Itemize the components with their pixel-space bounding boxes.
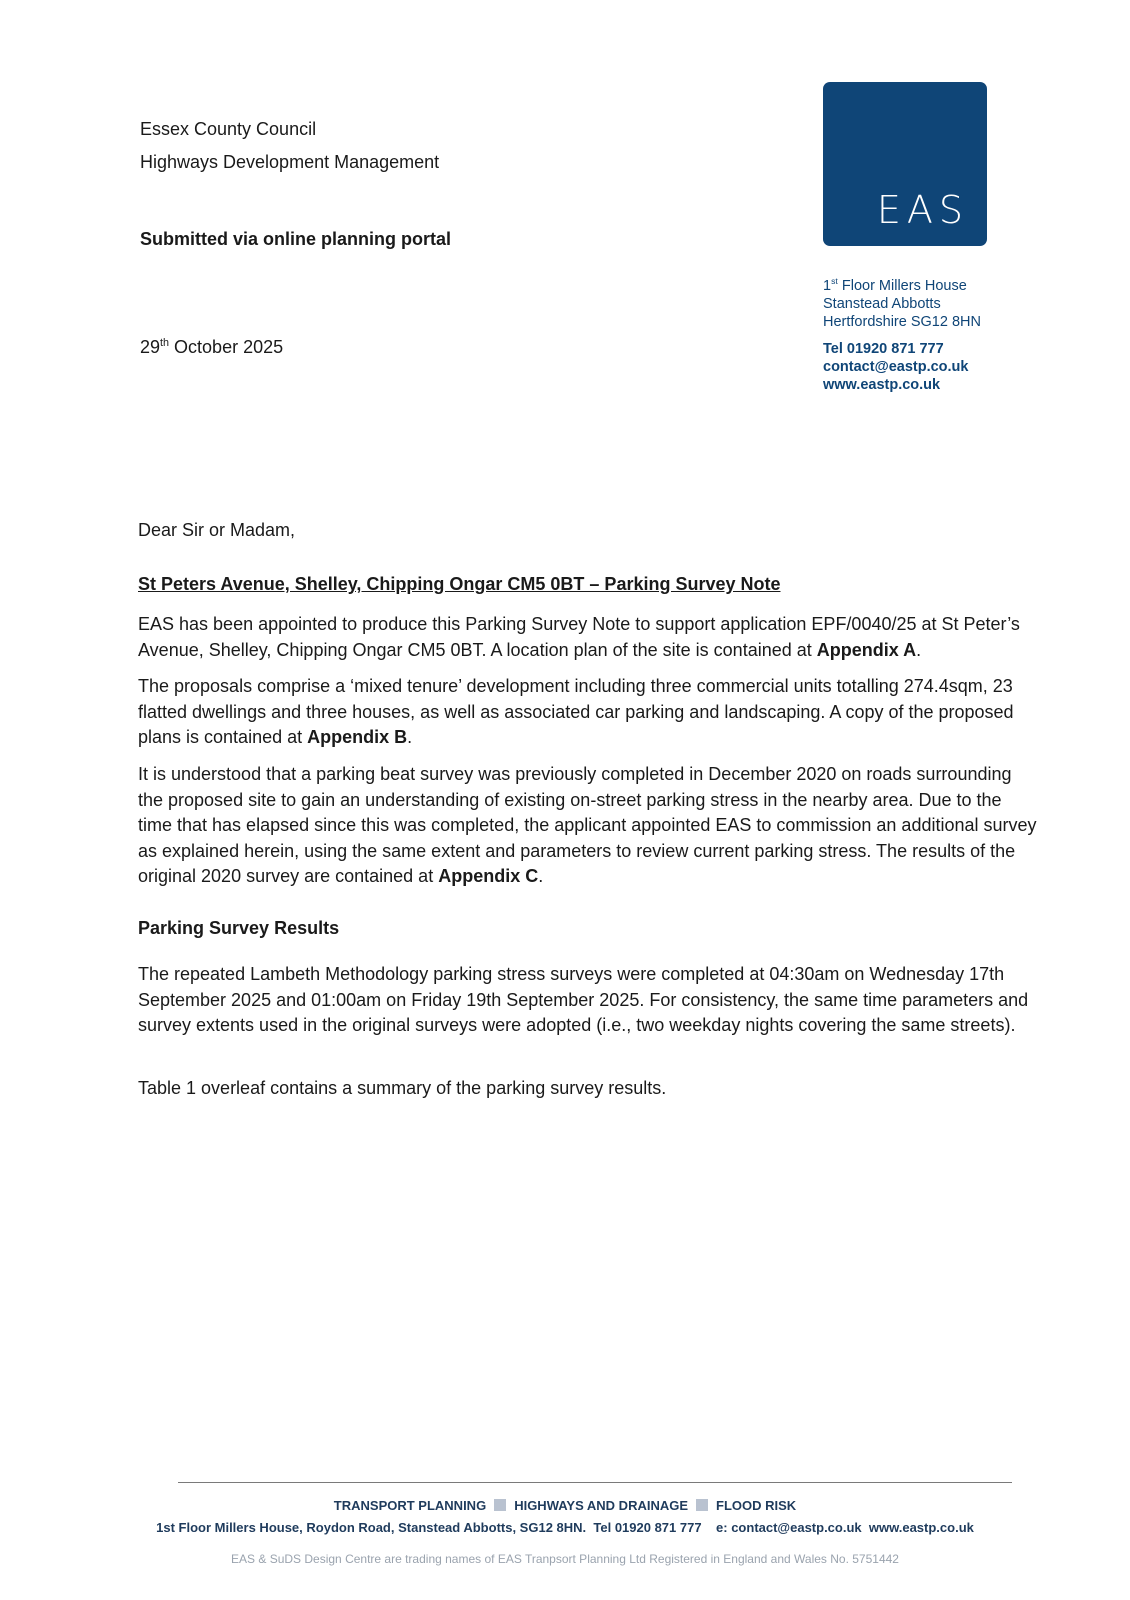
footer-email[interactable]: e: contact@eastp.co.uk	[716, 1520, 862, 1535]
service-transport: TRANSPORT PLANNING	[333, 1498, 487, 1513]
recipient-line-1: Essex County Council	[140, 119, 317, 139]
company-address-2: Stanstead Abbotts	[823, 296, 941, 312]
date-day: 29	[140, 337, 161, 357]
company-address-3: Hertfordshire SG12 8HN	[823, 314, 981, 330]
square-bullet-icon	[696, 1499, 708, 1511]
footer-web[interactable]: www.eastp.co.uk	[868, 1520, 974, 1535]
footer-address: 1st Floor Millers House, Roydon Road, Stanstead Abbotts, SG12 8HN.	[156, 1520, 587, 1535]
paragraph-1-end: .	[916, 639, 922, 660]
paragraph-5: Table 1 overleaf contains a summary of the parking survey results.	[138, 1078, 667, 1098]
paragraph-2-end: .	[407, 727, 413, 747]
paragraph-4: The repeated Lambeth Methodology parking stress surveys were completed at 04:30am on Wednesday 17th September 2025 and 01:00am on Friday 19th September 2025. For consistency, the same time parameters and survey extents used in the original surveys were adopted (i.e., two weekday nights covering the same streets).	[138, 964, 1029, 1035]
company-web[interactable]: www.eastp.co.uk	[823, 377, 941, 393]
date-rest: October 2025	[169, 337, 284, 357]
appendix-b-ref: Appendix B	[307, 727, 408, 747]
footer-legal: EAS & SuDS Design Centre are trading names of EAS Tranpsort Planning Ltd Registered in England and Wales No. 5751442	[231, 1552, 899, 1566]
footer-contact	[0, 1520, 1130, 1535]
paragraph-1-text: EAS has been appointed to produce this Parking Survey Note to support application EPF/0040/25 at St Peter’s Avenue, Shelley, Chipping Ongar CM5 0BT. A location plan of the site is contained at	[138, 614, 1020, 660]
submission-method: Submitted via online planning portal	[140, 229, 452, 249]
appendix-a-ref: Appendix A	[816, 639, 917, 660]
service-highways: HIGHWAYS AND DRAINAGE	[514, 1498, 689, 1513]
footer-tel: Tel 01920 871 777	[593, 1520, 702, 1535]
paragraph-3	[138, 762, 1038, 890]
letter-subject: St Peters Avenue, Shelley, Chipping Ongar CM5 0BT – Parking Survey Note	[138, 574, 781, 594]
paragraph-3-text: It is understood that a parking beat survey was previously completed in December 2020 on roads surrounding the proposed site to gain an understanding of existing on-street parking stress in the nearby area. Due to the time that has elapsed since this was completed, the applicant appointed EAS to commission an additional survey as explained herein, using the same extent and parameters to review current parking stress. The results of the original 2020 survey are contained at	[138, 764, 1037, 886]
date-suffix: th	[160, 337, 170, 349]
logo-text: EAS	[876, 188, 969, 232]
section-heading: Parking Survey Results	[138, 918, 340, 938]
eas-logo	[823, 82, 987, 246]
footer-divider	[178, 1482, 1012, 1483]
paragraph-1	[138, 612, 1038, 663]
company-address-1	[823, 277, 967, 295]
square-bullet-icon	[494, 1499, 506, 1511]
paragraph-3-end: .	[538, 866, 544, 886]
floor-suffix: st	[831, 276, 838, 287]
floor-num: 1	[823, 278, 832, 294]
recipient-line-2: Highways Development Management	[140, 152, 440, 172]
appendix-c-ref: Appendix C	[438, 866, 539, 886]
paragraph-2-text: The proposals comprise a ‘mixed tenure’ development including three commercial units totalling 274.4sqm, 23 flatted dwellings and three houses, as well as associated car parking and landscaping. A copy of the proposed plans is contained at	[138, 676, 1014, 747]
footer-services	[0, 1498, 1130, 1513]
service-flood: FLOOD RISK	[716, 1498, 797, 1513]
company-email[interactable]: contact@eastp.co.uk	[823, 359, 969, 375]
salutation: Dear Sir or Madam,	[138, 520, 296, 540]
letter-date	[140, 337, 283, 358]
paragraph-2	[138, 674, 1038, 751]
company-tel: Tel 01920 871 777	[823, 341, 944, 357]
floor-rest: Floor Millers House	[837, 278, 967, 294]
